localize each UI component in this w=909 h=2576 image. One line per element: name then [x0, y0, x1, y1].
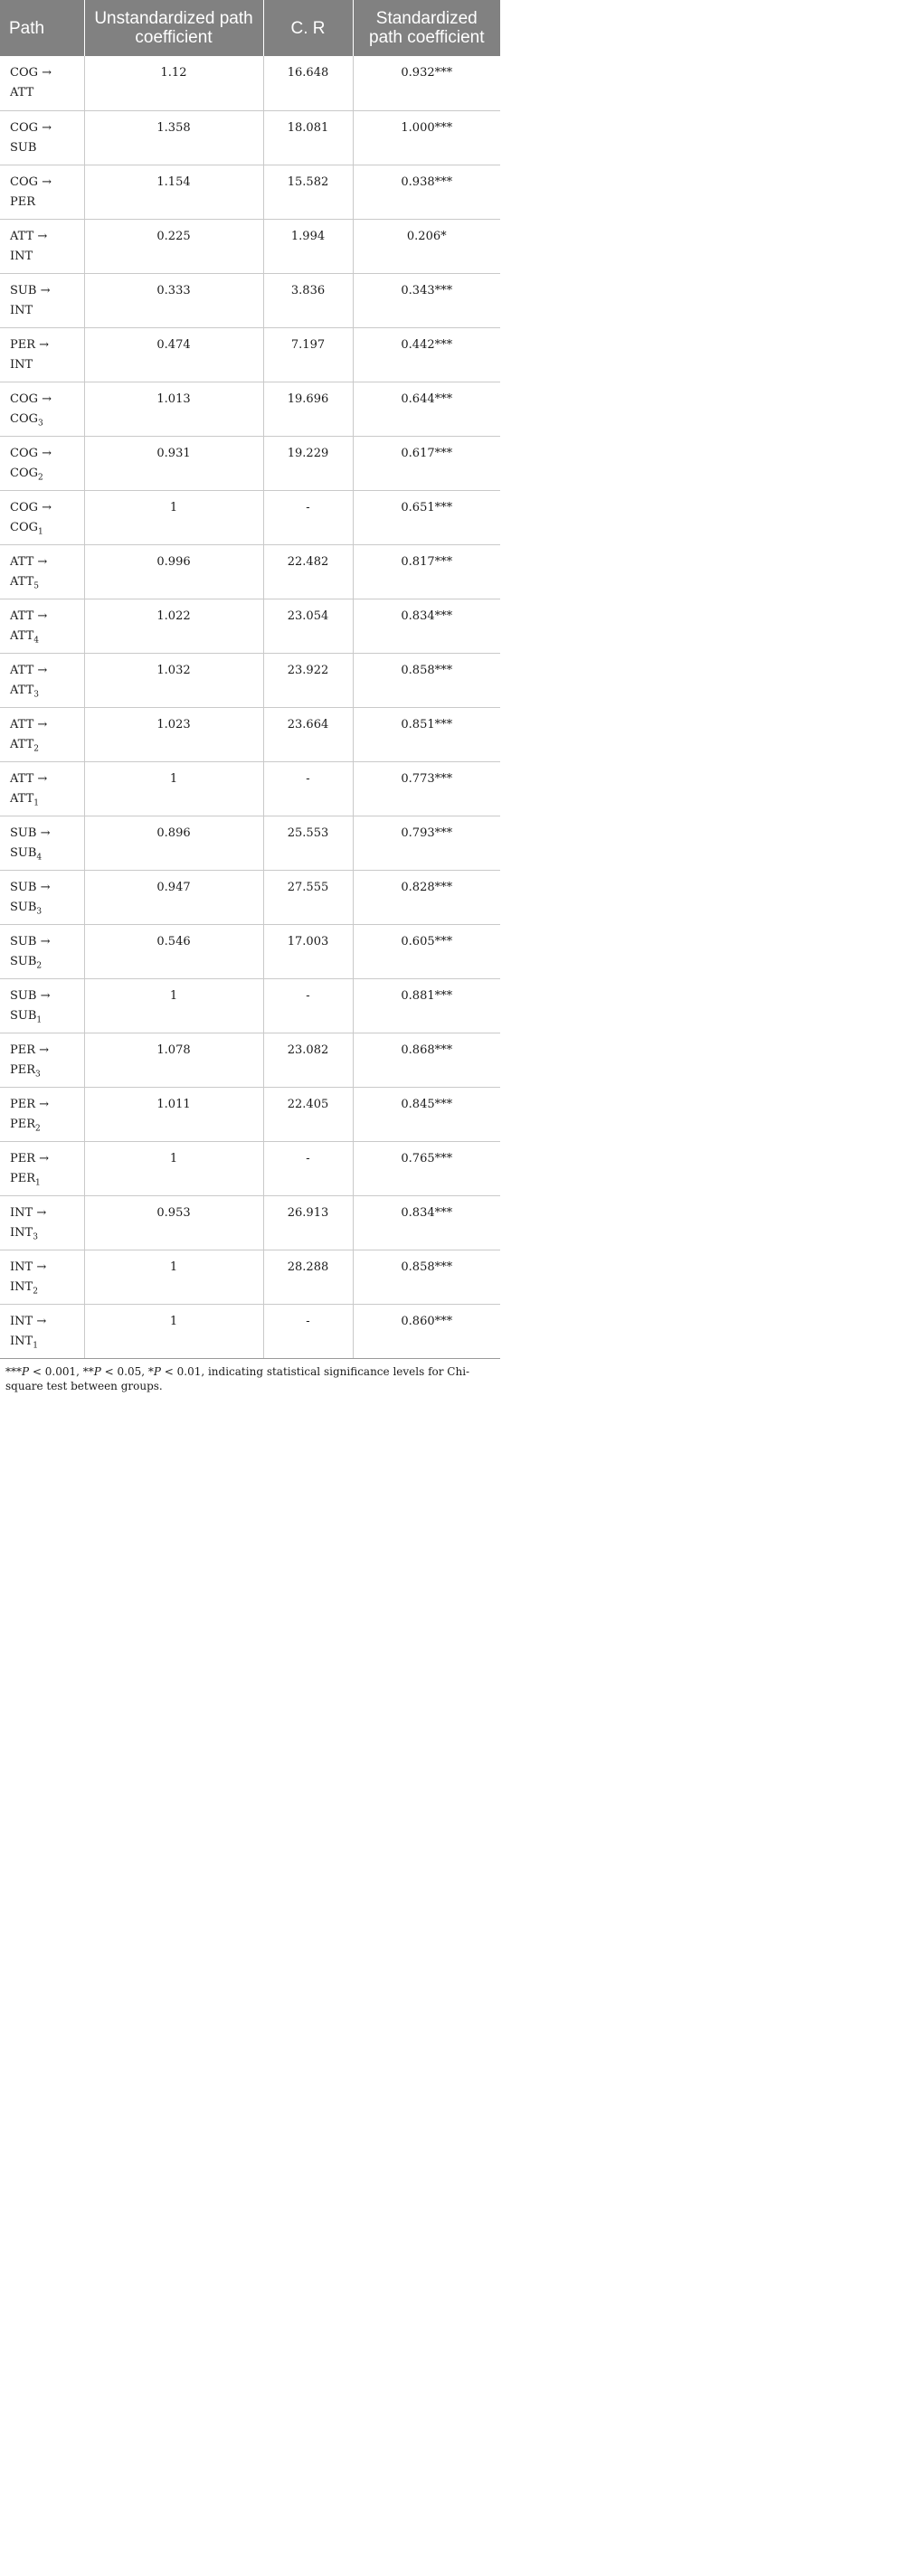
- table-footnote: [0, 1359, 500, 1393]
- path-to-subscript: 1: [38, 527, 43, 537]
- standardized-value: 0.442***: [353, 327, 500, 382]
- header-path: Path: [0, 0, 84, 56]
- path-cell: [0, 56, 84, 110]
- critical-ratio-value: 23.054: [263, 599, 353, 653]
- table-row: [0, 761, 500, 816]
- path-from: PER: [10, 1043, 36, 1057]
- table-row: [0, 1304, 500, 1358]
- path-from: SUB: [10, 934, 37, 948]
- standardized-value: 0.343***: [353, 273, 500, 327]
- standardized-value: 0.206*: [353, 219, 500, 273]
- table-row: [0, 56, 500, 110]
- path-to-subscript: 3: [35, 1070, 41, 1080]
- path-to: INT: [10, 303, 33, 317]
- unstandardized-value: 1: [84, 1250, 263, 1304]
- critical-ratio-value: 17.003: [263, 924, 353, 978]
- unstandardized-value: 1.023: [84, 707, 263, 761]
- path-arrow: →: [40, 988, 51, 1003]
- critical-ratio-value: 26.913: [263, 1195, 353, 1250]
- critical-ratio-value: 22.405: [263, 1087, 353, 1141]
- path-arrow: →: [42, 446, 52, 460]
- path-cell: [0, 165, 84, 219]
- standardized-value: 0.834***: [353, 599, 500, 653]
- standardized-value: 0.860***: [353, 1304, 500, 1358]
- path-to: SUB: [10, 900, 37, 914]
- path-cell: [0, 1087, 84, 1141]
- table-row: [0, 327, 500, 382]
- critical-ratio-value: 18.081: [263, 110, 353, 165]
- path-arrow: →: [39, 1151, 50, 1165]
- path-from: PER: [10, 337, 36, 352]
- standardized-value: 0.858***: [353, 1250, 500, 1304]
- path-from: ATT: [10, 663, 34, 677]
- path-arrow: →: [40, 934, 51, 948]
- path-from: ATT: [10, 717, 34, 731]
- unstandardized-value: 0.996: [84, 544, 263, 599]
- path-arrow: →: [37, 229, 48, 243]
- table-body: [0, 56, 500, 1358]
- path-arrow: →: [37, 609, 48, 623]
- critical-ratio-value: 27.555: [263, 870, 353, 924]
- path-to-subscript: 4: [36, 853, 43, 863]
- unstandardized-value: 0.931: [84, 436, 263, 490]
- critical-ratio-value: -: [263, 490, 353, 544]
- path-from: COG: [10, 392, 38, 406]
- path-to: PER: [10, 194, 36, 209]
- unstandardized-value: 1.032: [84, 653, 263, 707]
- standardized-value: 1.000***: [353, 110, 500, 165]
- path-arrow: →: [37, 554, 48, 569]
- path-cell: [0, 1250, 84, 1304]
- path-to: INT: [10, 1334, 33, 1348]
- path-to-subscript: 2: [38, 473, 43, 483]
- path-to: ATT: [10, 791, 34, 806]
- standardized-value: 0.938***: [353, 165, 500, 219]
- critical-ratio-value: 15.582: [263, 165, 353, 219]
- path-cell: [0, 490, 84, 544]
- footnote-p2-letter: P: [93, 1364, 101, 1378]
- header-standardized-coefficient: Standardized path coefficient: [353, 0, 500, 56]
- path-arrow: →: [37, 771, 48, 786]
- path-cell: [0, 599, 84, 653]
- critical-ratio-value: 3.836: [263, 273, 353, 327]
- table-row: [0, 1250, 500, 1304]
- footnote-p2-stars: **: [82, 1364, 94, 1378]
- header-critical-ratio: C. R: [263, 0, 353, 56]
- unstandardized-value: 0.953: [84, 1195, 263, 1250]
- standardized-value: 0.617***: [353, 436, 500, 490]
- standardized-value: 0.932***: [353, 56, 500, 110]
- footnote-p1-letter: P: [22, 1364, 30, 1378]
- standardized-value: 0.605***: [353, 924, 500, 978]
- critical-ratio-value: 25.553: [263, 816, 353, 870]
- standardized-value: 0.773***: [353, 761, 500, 816]
- critical-ratio-value: 23.664: [263, 707, 353, 761]
- path-cell: [0, 436, 84, 490]
- critical-ratio-value: 1.994: [263, 219, 353, 273]
- path-to: PER: [10, 1117, 36, 1131]
- path-cell: [0, 382, 84, 436]
- path-arrow: →: [42, 500, 52, 514]
- unstandardized-value: 0.225: [84, 219, 263, 273]
- table-row: [0, 707, 500, 761]
- path-cell: [0, 110, 84, 165]
- path-cell: [0, 1304, 84, 1358]
- path-to: ATT: [10, 737, 34, 751]
- results-table-document: [0, 0, 500, 1393]
- path-cell: [0, 707, 84, 761]
- path-from: ATT: [10, 554, 34, 569]
- standardized-value: 0.851***: [353, 707, 500, 761]
- standardized-value: 0.644***: [353, 382, 500, 436]
- path-arrow: →: [42, 120, 52, 135]
- path-to-subscript: 4: [33, 636, 39, 646]
- path-arrow: →: [36, 1314, 47, 1328]
- table-row: [0, 653, 500, 707]
- table-row: [0, 1195, 500, 1250]
- path-from: SUB: [10, 283, 37, 297]
- table-row: [0, 924, 500, 978]
- path-to: ATT: [10, 683, 34, 697]
- standardized-value: 0.651***: [353, 490, 500, 544]
- table-row: [0, 382, 500, 436]
- unstandardized-value: 1.013: [84, 382, 263, 436]
- table-row: [0, 1141, 500, 1195]
- critical-ratio-value: 19.696: [263, 382, 353, 436]
- unstandardized-value: 0.546: [84, 924, 263, 978]
- path-cell: [0, 1195, 84, 1250]
- path-to: INT: [10, 249, 33, 263]
- path-arrow: →: [40, 283, 51, 297]
- path-to-subscript: 2: [33, 744, 39, 754]
- path-to: ATT: [10, 574, 34, 589]
- unstandardized-value: 1.358: [84, 110, 263, 165]
- header-unstandardized-coefficient: Unstandardized path coefficient: [84, 0, 263, 56]
- table-row: [0, 544, 500, 599]
- path-from: INT: [10, 1314, 33, 1328]
- path-arrow: →: [39, 1097, 50, 1111]
- table-row: [0, 219, 500, 273]
- unstandardized-value: 0.947: [84, 870, 263, 924]
- path-cell: [0, 327, 84, 382]
- standardized-value: 0.881***: [353, 978, 500, 1033]
- path-cell: [0, 653, 84, 707]
- unstandardized-value: 0.333: [84, 273, 263, 327]
- path-to: ATT: [10, 86, 34, 99]
- path-to: INT: [10, 1225, 33, 1240]
- table-row: [0, 599, 500, 653]
- critical-ratio-value: -: [263, 1141, 353, 1195]
- path-from: ATT: [10, 771, 34, 786]
- path-from: ATT: [10, 229, 34, 243]
- path-arrow: →: [39, 1043, 50, 1057]
- path-cell: [0, 273, 84, 327]
- path-from: SUB: [10, 826, 37, 840]
- unstandardized-value: 1.011: [84, 1087, 263, 1141]
- path-arrow: →: [42, 175, 52, 189]
- path-cell: [0, 870, 84, 924]
- path-to-subscript: 1: [36, 1015, 43, 1025]
- unstandardized-value: 1: [84, 1304, 263, 1358]
- path-to-subscript: 5: [33, 581, 39, 591]
- path-from: INT: [10, 1205, 33, 1220]
- path-to: PER: [10, 1171, 36, 1185]
- table-row: [0, 1033, 500, 1087]
- path-from: PER: [10, 1151, 36, 1165]
- path-to-subscript: 1: [33, 798, 39, 808]
- path-from: COG: [10, 120, 38, 135]
- footnote-p3-stars: *: [147, 1364, 154, 1378]
- path-to-subscript: 3: [38, 419, 43, 429]
- path-cell: [0, 816, 84, 870]
- path-arrow: →: [36, 1205, 47, 1220]
- path-to: COG: [10, 411, 38, 426]
- path-arrow: →: [36, 1260, 47, 1274]
- path-to: COG: [10, 466, 38, 480]
- path-to-subscript: 2: [33, 1287, 38, 1297]
- critical-ratio-value: 23.082: [263, 1033, 353, 1087]
- path-arrow: →: [42, 66, 52, 80]
- table-row: [0, 165, 500, 219]
- unstandardized-value: 1.12: [84, 56, 263, 110]
- path-from: COG: [10, 66, 38, 80]
- path-to-subscript: 3: [33, 1232, 38, 1242]
- path-cell: [0, 924, 84, 978]
- standardized-value: 0.765***: [353, 1141, 500, 1195]
- critical-ratio-value: -: [263, 761, 353, 816]
- critical-ratio-value: 23.922: [263, 653, 353, 707]
- path-to: INT: [10, 1279, 33, 1294]
- table-header-row: [0, 0, 500, 56]
- critical-ratio-value: 16.648: [263, 56, 353, 110]
- table-row: [0, 110, 500, 165]
- path-to-subscript: 2: [35, 1124, 41, 1134]
- unstandardized-value: 1.078: [84, 1033, 263, 1087]
- path-from: COG: [10, 175, 38, 189]
- table-row: [0, 816, 500, 870]
- path-arrow: →: [42, 392, 52, 406]
- standardized-value: 0.828***: [353, 870, 500, 924]
- path-to: COG: [10, 520, 38, 534]
- critical-ratio-value: -: [263, 978, 353, 1033]
- standardized-value: 0.868***: [353, 1033, 500, 1087]
- path-to-subscript: 3: [36, 907, 43, 917]
- unstandardized-value: 1: [84, 490, 263, 544]
- footnote-p2-rest: < 0.05,: [100, 1364, 148, 1378]
- standardized-value: 0.858***: [353, 653, 500, 707]
- standardized-value: 0.793***: [353, 816, 500, 870]
- path-cell: [0, 1033, 84, 1087]
- path-from: SUB: [10, 988, 37, 1003]
- path-from: COG: [10, 500, 38, 514]
- path-to-subscript: 3: [33, 690, 39, 700]
- path-cell: [0, 219, 84, 273]
- critical-ratio-value: 7.197: [263, 327, 353, 382]
- path-to-subscript: 1: [33, 1341, 38, 1351]
- critical-ratio-value: 28.288: [263, 1250, 353, 1304]
- path-arrow: →: [37, 663, 48, 677]
- footnote-p1-stars: ***: [5, 1364, 22, 1378]
- path-to: SUB: [10, 140, 37, 155]
- path-arrow: →: [40, 826, 51, 840]
- path-cell: [0, 544, 84, 599]
- path-to: SUB: [10, 1008, 37, 1023]
- path-arrow: →: [40, 880, 51, 894]
- critical-ratio-value: -: [263, 1304, 353, 1358]
- path-to: ATT: [10, 628, 34, 643]
- path-to: SUB: [10, 954, 37, 968]
- path-from: ATT: [10, 609, 34, 623]
- unstandardized-value: 1: [84, 761, 263, 816]
- table-row: [0, 978, 500, 1033]
- path-to-subscript: 2: [36, 961, 43, 971]
- path-from: PER: [10, 1097, 36, 1111]
- standardized-value: 0.845***: [353, 1087, 500, 1141]
- unstandardized-value: 0.896: [84, 816, 263, 870]
- unstandardized-value: 1: [84, 978, 263, 1033]
- path-from: COG: [10, 446, 38, 460]
- critical-ratio-value: 22.482: [263, 544, 353, 599]
- table-row: [0, 436, 500, 490]
- standardized-value: 0.834***: [353, 1195, 500, 1250]
- path-from: INT: [10, 1260, 33, 1274]
- unstandardized-value: 0.474: [84, 327, 263, 382]
- footnote-p3-rest: < 0.01, indicating statistical significance levels for Chi-square test between groups.: [5, 1364, 470, 1392]
- path-to: INT: [10, 357, 33, 372]
- unstandardized-value: 1.022: [84, 599, 263, 653]
- path-cell: [0, 761, 84, 816]
- table-row: [0, 870, 500, 924]
- path-cell: [0, 978, 84, 1033]
- path-cell: [0, 1141, 84, 1195]
- table-row: [0, 273, 500, 327]
- path-to-subscript: 1: [35, 1178, 41, 1188]
- critical-ratio-value: 19.229: [263, 436, 353, 490]
- path-coefficient-table: [0, 0, 500, 1359]
- path-arrow: →: [37, 717, 48, 731]
- path-to: SUB: [10, 845, 37, 860]
- footnote-p3-letter: P: [153, 1364, 161, 1378]
- path-from: SUB: [10, 880, 37, 894]
- path-to: PER: [10, 1062, 36, 1077]
- standardized-value: 0.817***: [353, 544, 500, 599]
- unstandardized-value: 1.154: [84, 165, 263, 219]
- table-row: [0, 490, 500, 544]
- footnote-p1-rest: < 0.001,: [29, 1364, 83, 1378]
- table-row: [0, 1087, 500, 1141]
- path-arrow: →: [39, 337, 50, 352]
- unstandardized-value: 1: [84, 1141, 263, 1195]
